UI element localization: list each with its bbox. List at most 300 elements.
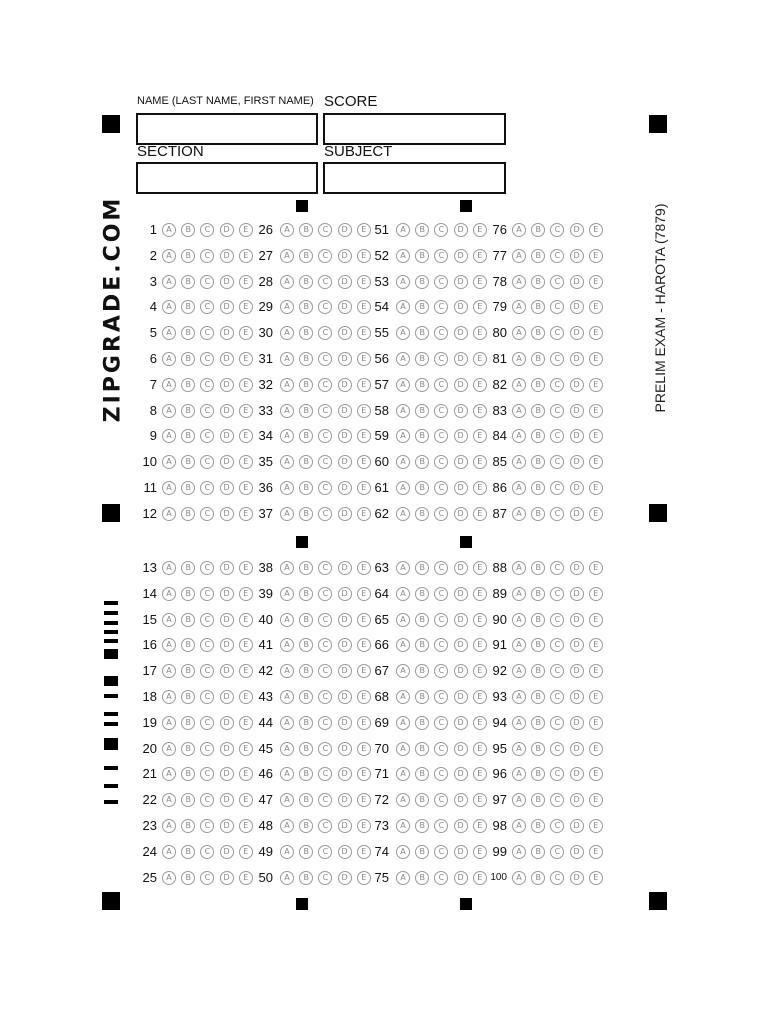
answer-bubble-b[interactable]: B: [299, 587, 313, 601]
answer-bubble-e[interactable]: E: [239, 871, 253, 885]
answer-bubble-d[interactable]: D: [220, 664, 234, 678]
answer-bubble-b[interactable]: B: [299, 352, 313, 366]
answer-bubble-a[interactable]: A: [162, 429, 176, 443]
answer-bubble-e[interactable]: E: [357, 819, 371, 833]
answer-bubble-d[interactable]: D: [338, 767, 352, 781]
answer-bubble-d[interactable]: D: [338, 378, 352, 392]
answer-bubble-d[interactable]: D: [454, 223, 468, 237]
answer-bubble-b[interactable]: B: [299, 819, 313, 833]
answer-bubble-d[interactable]: D: [454, 613, 468, 627]
answer-bubble-b[interactable]: B: [299, 664, 313, 678]
answer-bubble-d[interactable]: D: [570, 429, 584, 443]
answer-bubble-e[interactable]: E: [473, 404, 487, 418]
answer-bubble-c[interactable]: C: [550, 561, 564, 575]
answer-bubble-c[interactable]: C: [550, 613, 564, 627]
answer-bubble-b[interactable]: B: [181, 845, 195, 859]
answer-bubble-a[interactable]: A: [280, 275, 294, 289]
answer-bubble-c[interactable]: C: [434, 819, 448, 833]
answer-bubble-c[interactable]: C: [434, 275, 448, 289]
answer-bubble-d[interactable]: D: [454, 481, 468, 495]
answer-bubble-d[interactable]: D: [570, 819, 584, 833]
answer-bubble-e[interactable]: E: [357, 378, 371, 392]
answer-bubble-d[interactable]: D: [338, 638, 352, 652]
answer-bubble-e[interactable]: E: [589, 845, 603, 859]
answer-bubble-e[interactable]: E: [239, 793, 253, 807]
answer-bubble-c[interactable]: C: [434, 300, 448, 314]
answer-bubble-e[interactable]: E: [357, 404, 371, 418]
answer-bubble-a[interactable]: A: [512, 429, 526, 443]
answer-bubble-c[interactable]: C: [434, 742, 448, 756]
answer-bubble-e[interactable]: E: [589, 481, 603, 495]
answer-bubble-c[interactable]: C: [550, 249, 564, 263]
answer-bubble-b[interactable]: B: [181, 275, 195, 289]
answer-bubble-a[interactable]: A: [280, 638, 294, 652]
answer-bubble-a[interactable]: A: [280, 300, 294, 314]
answer-bubble-a[interactable]: A: [396, 664, 410, 678]
answer-bubble-d[interactable]: D: [454, 561, 468, 575]
answer-bubble-c[interactable]: C: [200, 507, 214, 521]
answer-bubble-d[interactable]: D: [570, 845, 584, 859]
answer-bubble-c[interactable]: C: [550, 223, 564, 237]
answer-bubble-d[interactable]: D: [454, 845, 468, 859]
answer-bubble-c[interactable]: C: [318, 481, 332, 495]
answer-bubble-d[interactable]: D: [220, 223, 234, 237]
answer-bubble-d[interactable]: D: [220, 587, 234, 601]
answer-bubble-c[interactable]: C: [434, 507, 448, 521]
answer-bubble-d[interactable]: D: [338, 690, 352, 704]
answer-bubble-c[interactable]: C: [318, 845, 332, 859]
answer-bubble-c[interactable]: C: [200, 767, 214, 781]
answer-bubble-e[interactable]: E: [589, 716, 603, 730]
answer-bubble-a[interactable]: A: [396, 275, 410, 289]
answer-bubble-b[interactable]: B: [531, 455, 545, 469]
answer-bubble-c[interactable]: C: [318, 871, 332, 885]
answer-bubble-a[interactable]: A: [396, 378, 410, 392]
answer-bubble-b[interactable]: B: [531, 767, 545, 781]
answer-bubble-c[interactable]: C: [550, 845, 564, 859]
answer-bubble-a[interactable]: A: [512, 871, 526, 885]
answer-bubble-d[interactable]: D: [570, 378, 584, 392]
answer-bubble-e[interactable]: E: [239, 507, 253, 521]
answer-bubble-d[interactable]: D: [570, 300, 584, 314]
answer-bubble-a[interactable]: A: [280, 613, 294, 627]
answer-bubble-a[interactable]: A: [396, 223, 410, 237]
answer-bubble-d[interactable]: D: [570, 561, 584, 575]
answer-bubble-d[interactable]: D: [454, 352, 468, 366]
answer-bubble-b[interactable]: B: [181, 716, 195, 730]
answer-bubble-d[interactable]: D: [570, 455, 584, 469]
answer-bubble-c[interactable]: C: [200, 326, 214, 340]
answer-bubble-a[interactable]: A: [162, 819, 176, 833]
answer-bubble-e[interactable]: E: [473, 429, 487, 443]
answer-bubble-b[interactable]: B: [531, 613, 545, 627]
answer-bubble-e[interactable]: E: [357, 845, 371, 859]
answer-bubble-e[interactable]: E: [239, 716, 253, 730]
answer-bubble-e[interactable]: E: [357, 767, 371, 781]
answer-bubble-a[interactable]: A: [162, 638, 176, 652]
name-field[interactable]: [136, 113, 318, 145]
answer-bubble-b[interactable]: B: [531, 638, 545, 652]
answer-bubble-b[interactable]: B: [415, 455, 429, 469]
answer-bubble-c[interactable]: C: [200, 793, 214, 807]
answer-bubble-a[interactable]: A: [396, 613, 410, 627]
answer-bubble-c[interactable]: C: [434, 455, 448, 469]
answer-bubble-c[interactable]: C: [200, 300, 214, 314]
answer-bubble-c[interactable]: C: [550, 690, 564, 704]
answer-bubble-e[interactable]: E: [473, 871, 487, 885]
answer-bubble-e[interactable]: E: [589, 767, 603, 781]
answer-bubble-d[interactable]: D: [338, 871, 352, 885]
answer-bubble-d[interactable]: D: [570, 716, 584, 730]
answer-bubble-a[interactable]: A: [396, 845, 410, 859]
answer-bubble-e[interactable]: E: [589, 638, 603, 652]
answer-bubble-a[interactable]: A: [512, 716, 526, 730]
answer-bubble-a[interactable]: A: [280, 249, 294, 263]
answer-bubble-c[interactable]: C: [550, 326, 564, 340]
answer-bubble-e[interactable]: E: [357, 352, 371, 366]
answer-bubble-d[interactable]: D: [338, 404, 352, 418]
answer-bubble-b[interactable]: B: [531, 300, 545, 314]
answer-bubble-d[interactable]: D: [454, 664, 468, 678]
answer-bubble-e[interactable]: E: [239, 587, 253, 601]
answer-bubble-b[interactable]: B: [531, 871, 545, 885]
answer-bubble-b[interactable]: B: [531, 404, 545, 418]
answer-bubble-b[interactable]: B: [299, 481, 313, 495]
answer-bubble-b[interactable]: B: [415, 845, 429, 859]
answer-bubble-c[interactable]: C: [200, 716, 214, 730]
answer-bubble-c[interactable]: C: [200, 638, 214, 652]
answer-bubble-b[interactable]: B: [415, 378, 429, 392]
answer-bubble-b[interactable]: B: [299, 690, 313, 704]
answer-bubble-a[interactable]: A: [162, 404, 176, 418]
answer-bubble-a[interactable]: A: [396, 742, 410, 756]
answer-bubble-b[interactable]: B: [415, 587, 429, 601]
answer-bubble-e[interactable]: E: [239, 767, 253, 781]
answer-bubble-a[interactable]: A: [396, 455, 410, 469]
answer-bubble-e[interactable]: E: [239, 845, 253, 859]
answer-bubble-e[interactable]: E: [473, 223, 487, 237]
answer-bubble-c[interactable]: C: [550, 871, 564, 885]
answer-bubble-e[interactable]: E: [239, 378, 253, 392]
answer-bubble-c[interactable]: C: [550, 481, 564, 495]
answer-bubble-d[interactable]: D: [220, 429, 234, 443]
answer-bubble-c[interactable]: C: [318, 249, 332, 263]
answer-bubble-c[interactable]: C: [318, 404, 332, 418]
answer-bubble-a[interactable]: A: [162, 561, 176, 575]
answer-bubble-e[interactable]: E: [239, 481, 253, 495]
answer-bubble-c[interactable]: C: [550, 819, 564, 833]
answer-bubble-b[interactable]: B: [531, 845, 545, 859]
answer-bubble-d[interactable]: D: [570, 613, 584, 627]
answer-bubble-a[interactable]: A: [396, 638, 410, 652]
answer-bubble-a[interactable]: A: [396, 249, 410, 263]
answer-bubble-a[interactable]: A: [162, 871, 176, 885]
answer-bubble-b[interactable]: B: [181, 352, 195, 366]
answer-bubble-b[interactable]: B: [299, 326, 313, 340]
answer-bubble-e[interactable]: E: [473, 275, 487, 289]
answer-bubble-b[interactable]: B: [181, 249, 195, 263]
answer-bubble-c[interactable]: C: [318, 352, 332, 366]
answer-bubble-a[interactable]: A: [396, 429, 410, 443]
answer-bubble-c[interactable]: C: [200, 587, 214, 601]
answer-bubble-d[interactable]: D: [220, 742, 234, 756]
answer-bubble-b[interactable]: B: [415, 352, 429, 366]
answer-bubble-a[interactable]: A: [280, 404, 294, 418]
answer-bubble-b[interactable]: B: [531, 716, 545, 730]
answer-bubble-d[interactable]: D: [570, 352, 584, 366]
answer-bubble-e[interactable]: E: [473, 378, 487, 392]
answer-bubble-a[interactable]: A: [396, 793, 410, 807]
answer-bubble-c[interactable]: C: [434, 767, 448, 781]
answer-bubble-b[interactable]: B: [531, 742, 545, 756]
answer-bubble-a[interactable]: A: [280, 481, 294, 495]
answer-bubble-a[interactable]: A: [280, 716, 294, 730]
answer-bubble-e[interactable]: E: [239, 664, 253, 678]
answer-bubble-c[interactable]: C: [318, 455, 332, 469]
answer-bubble-c[interactable]: C: [318, 767, 332, 781]
answer-bubble-d[interactable]: D: [454, 716, 468, 730]
answer-bubble-a[interactable]: A: [512, 613, 526, 627]
answer-bubble-e[interactable]: E: [473, 613, 487, 627]
answer-bubble-e[interactable]: E: [357, 793, 371, 807]
answer-bubble-a[interactable]: A: [280, 455, 294, 469]
answer-bubble-b[interactable]: B: [299, 871, 313, 885]
answer-bubble-a[interactable]: A: [162, 481, 176, 495]
answer-bubble-d[interactable]: D: [454, 819, 468, 833]
answer-bubble-c[interactable]: C: [318, 716, 332, 730]
answer-bubble-b[interactable]: B: [531, 352, 545, 366]
answer-bubble-a[interactable]: A: [280, 352, 294, 366]
answer-bubble-a[interactable]: A: [512, 378, 526, 392]
answer-bubble-b[interactable]: B: [299, 716, 313, 730]
answer-bubble-a[interactable]: A: [396, 767, 410, 781]
answer-bubble-e[interactable]: E: [239, 561, 253, 575]
answer-bubble-a[interactable]: A: [280, 507, 294, 521]
answer-bubble-b[interactable]: B: [531, 664, 545, 678]
answer-bubble-b[interactable]: B: [415, 716, 429, 730]
answer-bubble-c[interactable]: C: [434, 690, 448, 704]
answer-bubble-c[interactable]: C: [200, 845, 214, 859]
answer-bubble-c[interactable]: C: [200, 429, 214, 443]
answer-bubble-a[interactable]: A: [512, 352, 526, 366]
answer-bubble-d[interactable]: D: [570, 871, 584, 885]
answer-bubble-d[interactable]: D: [220, 352, 234, 366]
answer-bubble-d[interactable]: D: [570, 742, 584, 756]
answer-bubble-a[interactable]: A: [396, 300, 410, 314]
answer-bubble-a[interactable]: A: [162, 352, 176, 366]
answer-bubble-b[interactable]: B: [415, 871, 429, 885]
answer-bubble-c[interactable]: C: [318, 561, 332, 575]
answer-bubble-e[interactable]: E: [473, 455, 487, 469]
answer-bubble-a[interactable]: A: [280, 690, 294, 704]
answer-bubble-e[interactable]: E: [473, 300, 487, 314]
answer-bubble-d[interactable]: D: [570, 767, 584, 781]
answer-bubble-c[interactable]: C: [434, 429, 448, 443]
answer-bubble-e[interactable]: E: [589, 742, 603, 756]
answer-bubble-b[interactable]: B: [299, 275, 313, 289]
answer-bubble-d[interactable]: D: [338, 716, 352, 730]
answer-bubble-e[interactable]: E: [357, 871, 371, 885]
answer-bubble-d[interactable]: D: [454, 429, 468, 443]
answer-bubble-c[interactable]: C: [434, 716, 448, 730]
section-field[interactable]: [136, 162, 318, 194]
answer-bubble-e[interactable]: E: [589, 300, 603, 314]
answer-bubble-b[interactable]: B: [531, 223, 545, 237]
answer-bubble-c[interactable]: C: [434, 404, 448, 418]
answer-bubble-d[interactable]: D: [338, 352, 352, 366]
answer-bubble-e[interactable]: E: [473, 481, 487, 495]
answer-bubble-d[interactable]: D: [220, 690, 234, 704]
answer-bubble-d[interactable]: D: [454, 404, 468, 418]
answer-bubble-e[interactable]: E: [239, 300, 253, 314]
answer-bubble-e[interactable]: E: [357, 638, 371, 652]
answer-bubble-e[interactable]: E: [589, 819, 603, 833]
answer-bubble-d[interactable]: D: [338, 819, 352, 833]
answer-bubble-a[interactable]: A: [512, 455, 526, 469]
answer-bubble-b[interactable]: B: [299, 378, 313, 392]
answer-bubble-a[interactable]: A: [512, 845, 526, 859]
answer-bubble-c[interactable]: C: [434, 845, 448, 859]
answer-bubble-b[interactable]: B: [299, 613, 313, 627]
answer-bubble-d[interactable]: D: [338, 561, 352, 575]
answer-bubble-c[interactable]: C: [434, 249, 448, 263]
answer-bubble-d[interactable]: D: [454, 326, 468, 340]
answer-bubble-d[interactable]: D: [338, 429, 352, 443]
answer-bubble-d[interactable]: D: [220, 793, 234, 807]
answer-bubble-e[interactable]: E: [589, 690, 603, 704]
answer-bubble-c[interactable]: C: [434, 561, 448, 575]
answer-bubble-d[interactable]: D: [338, 845, 352, 859]
answer-bubble-e[interactable]: E: [589, 378, 603, 392]
answer-bubble-b[interactable]: B: [299, 845, 313, 859]
answer-bubble-d[interactable]: D: [454, 638, 468, 652]
answer-bubble-c[interactable]: C: [434, 378, 448, 392]
answer-bubble-c[interactable]: C: [434, 587, 448, 601]
answer-bubble-d[interactable]: D: [338, 742, 352, 756]
answer-bubble-c[interactable]: C: [200, 404, 214, 418]
answer-bubble-b[interactable]: B: [415, 429, 429, 443]
answer-bubble-c[interactable]: C: [550, 378, 564, 392]
answer-bubble-b[interactable]: B: [531, 481, 545, 495]
answer-bubble-c[interactable]: C: [318, 793, 332, 807]
answer-bubble-b[interactable]: B: [531, 587, 545, 601]
answer-bubble-a[interactable]: A: [512, 819, 526, 833]
answer-bubble-e[interactable]: E: [357, 561, 371, 575]
answer-bubble-c[interactable]: C: [318, 690, 332, 704]
answer-bubble-e[interactable]: E: [473, 845, 487, 859]
answer-bubble-a[interactable]: A: [512, 664, 526, 678]
answer-bubble-a[interactable]: A: [396, 587, 410, 601]
answer-bubble-e[interactable]: E: [357, 664, 371, 678]
answer-bubble-b[interactable]: B: [181, 404, 195, 418]
answer-bubble-a[interactable]: A: [396, 326, 410, 340]
answer-bubble-b[interactable]: B: [181, 690, 195, 704]
answer-bubble-c[interactable]: C: [434, 326, 448, 340]
answer-bubble-e[interactable]: E: [357, 742, 371, 756]
answer-bubble-d[interactable]: D: [570, 638, 584, 652]
answer-bubble-a[interactable]: A: [162, 587, 176, 601]
answer-bubble-e[interactable]: E: [239, 223, 253, 237]
answer-bubble-e[interactable]: E: [357, 481, 371, 495]
answer-bubble-d[interactable]: D: [570, 587, 584, 601]
answer-bubble-d[interactable]: D: [338, 664, 352, 678]
answer-bubble-e[interactable]: E: [473, 249, 487, 263]
answer-bubble-d[interactable]: D: [454, 690, 468, 704]
answer-bubble-d[interactable]: D: [570, 793, 584, 807]
answer-bubble-d[interactable]: D: [220, 404, 234, 418]
answer-bubble-d[interactable]: D: [338, 249, 352, 263]
answer-bubble-d[interactable]: D: [454, 767, 468, 781]
answer-bubble-e[interactable]: E: [589, 404, 603, 418]
answer-bubble-b[interactable]: B: [181, 507, 195, 521]
answer-bubble-a[interactable]: A: [280, 664, 294, 678]
answer-bubble-c[interactable]: C: [318, 223, 332, 237]
answer-bubble-a[interactable]: A: [512, 300, 526, 314]
answer-bubble-b[interactable]: B: [299, 300, 313, 314]
answer-bubble-b[interactable]: B: [181, 613, 195, 627]
answer-bubble-d[interactable]: D: [570, 326, 584, 340]
answer-bubble-a[interactable]: A: [162, 716, 176, 730]
answer-bubble-c[interactable]: C: [200, 275, 214, 289]
answer-bubble-b[interactable]: B: [181, 223, 195, 237]
answer-bubble-a[interactable]: A: [162, 275, 176, 289]
answer-bubble-d[interactable]: D: [220, 561, 234, 575]
answer-bubble-c[interactable]: C: [550, 352, 564, 366]
answer-bubble-d[interactable]: D: [338, 481, 352, 495]
answer-bubble-a[interactable]: A: [162, 690, 176, 704]
answer-bubble-e[interactable]: E: [239, 690, 253, 704]
answer-bubble-e[interactable]: E: [239, 404, 253, 418]
answer-bubble-b[interactable]: B: [299, 793, 313, 807]
answer-bubble-a[interactable]: A: [280, 793, 294, 807]
answer-bubble-b[interactable]: B: [531, 793, 545, 807]
answer-bubble-e[interactable]: E: [589, 561, 603, 575]
answer-bubble-a[interactable]: A: [512, 481, 526, 495]
answer-bubble-b[interactable]: B: [415, 793, 429, 807]
answer-bubble-e[interactable]: E: [473, 561, 487, 575]
answer-bubble-b[interactable]: B: [415, 767, 429, 781]
answer-bubble-b[interactable]: B: [181, 481, 195, 495]
answer-bubble-a[interactable]: A: [162, 455, 176, 469]
answer-bubble-a[interactable]: A: [280, 819, 294, 833]
answer-bubble-d[interactable]: D: [338, 300, 352, 314]
answer-bubble-e[interactable]: E: [357, 613, 371, 627]
answer-bubble-e[interactable]: E: [589, 793, 603, 807]
answer-bubble-b[interactable]: B: [415, 613, 429, 627]
answer-bubble-e[interactable]: E: [589, 429, 603, 443]
answer-bubble-e[interactable]: E: [589, 352, 603, 366]
answer-bubble-a[interactable]: A: [512, 690, 526, 704]
answer-bubble-c[interactable]: C: [318, 326, 332, 340]
answer-bubble-c[interactable]: C: [550, 742, 564, 756]
answer-bubble-b[interactable]: B: [415, 404, 429, 418]
answer-bubble-a[interactable]: A: [512, 793, 526, 807]
answer-bubble-b[interactable]: B: [531, 429, 545, 443]
answer-bubble-c[interactable]: C: [434, 352, 448, 366]
answer-bubble-c[interactable]: C: [550, 638, 564, 652]
answer-bubble-d[interactable]: D: [570, 481, 584, 495]
answer-bubble-d[interactable]: D: [454, 249, 468, 263]
answer-bubble-e[interactable]: E: [473, 507, 487, 521]
answer-bubble-b[interactable]: B: [181, 767, 195, 781]
answer-bubble-b[interactable]: B: [415, 507, 429, 521]
answer-bubble-a[interactable]: A: [162, 845, 176, 859]
answer-bubble-c[interactable]: C: [200, 819, 214, 833]
answer-bubble-d[interactable]: D: [454, 300, 468, 314]
answer-bubble-e[interactable]: E: [473, 690, 487, 704]
answer-bubble-b[interactable]: B: [299, 507, 313, 521]
answer-bubble-a[interactable]: A: [396, 716, 410, 730]
